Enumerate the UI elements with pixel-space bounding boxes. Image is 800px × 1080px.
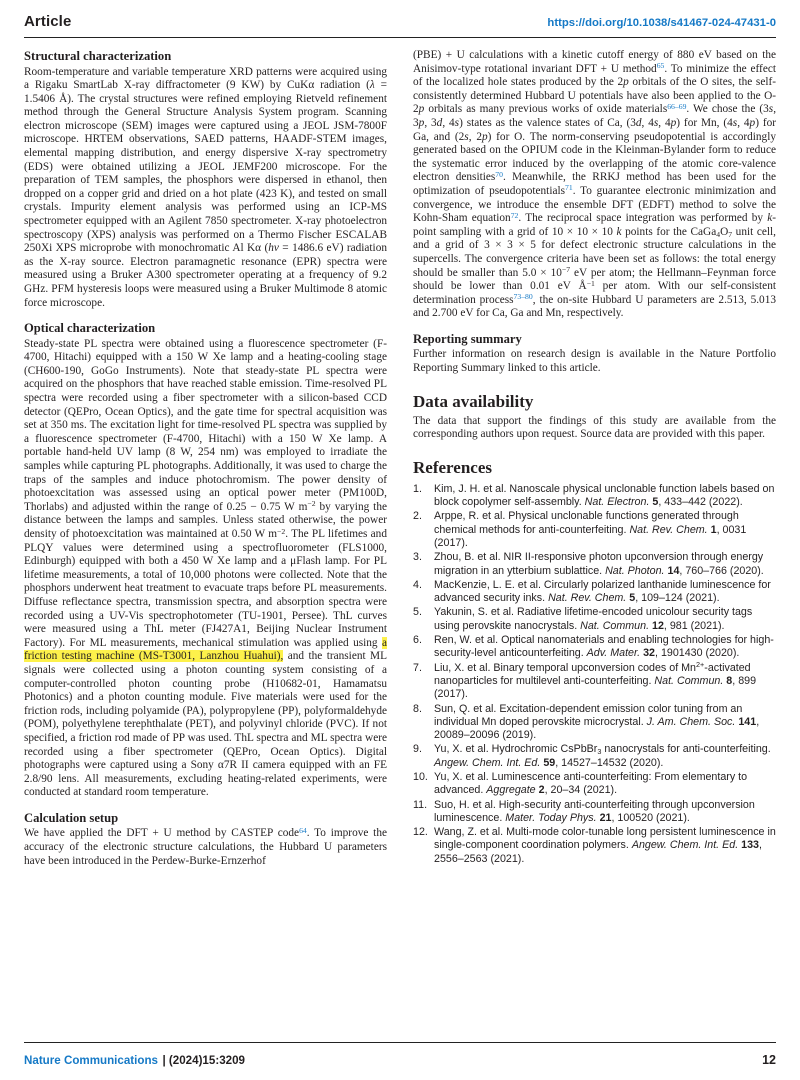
reference-text: MacKenzie, L. E. et al. Circularly polarized lanthanide luminescence for advanced security inks. Nat. Rev. Chem. 5, 109–124 (2021). (434, 578, 771, 605)
reference-item (413, 662, 776, 702)
reference-text: Kim, J. H. et al. Nanoscale physical unclonable function labels based on block copolymer self-assembly. Nat. Electron. 5, 433–442 (2022). (434, 482, 775, 509)
right-column (413, 49, 776, 1034)
reference-number: 4. (413, 578, 422, 591)
left-column (24, 49, 387, 1034)
reference-number: 5. (413, 606, 422, 619)
citation-superscript[interactable]: 70 (495, 169, 503, 179)
page-number: 12 (762, 1053, 776, 1067)
citation-superscript[interactable]: 73–80 (513, 292, 533, 302)
two-column-body (0, 38, 800, 1034)
reference-item (413, 743, 776, 770)
calculation-continuation-paragraph: (PBE) + U calculations with a kinetic cutoff energy of 880 eV based on the Anisimov-type rotational invariant DFT + U method$^{65}$. To minimize the effect of the localized hole states produced by the 2p orbitals of the O sites, the self-consistently determined Hubbard U potentials have also been applied to the O-2p orbitals as many previous works of oxide materials$^{66-69}$. We chose the (3s, 3p, 3d, 4s) states as the valence states of Ca, (3d, 4s, 4p) for Mn, (4s, 4p) for Ga, and (2s, 2p) for O. The norm-conserving pseudopotential is accordingly generated based on the OPIUM code in the Kleinman-Bylander form to reduce the systematic error induced by the overlapping of the atomic core-valence electron densities$^{70}$. Meanwhile, the RRKJ method has been used for the optimization of pseudopotentials$^{71}$. To guarantee electronic minimization and convergence, we introduce the ensemble DFT (EDFT) method to solve the Kohn-Sham equation$^{72}$. The reciprocal space integration was performed by k-point sampling with a grid of 10 × 10 × 10 k points for the CaGa4O7 unit cell, and a grid of 3 × 3 × 5 for defect electronic structure calculations in the supercells. The convergence criteria have been set as follows: the total energy should be smaller than $5.0 \times 10^{-7}$ eV per atom; the Hellmann–Feynman force should be lower than 0.01 eV $Å^{-1}$ per atom. With our self-consistent determination process$^{73-80}$, the on-site Hubbard U parameters are 2.513, 5.013 and 2.700 eV for Ca, Ga and Mn, respectively. (413, 49, 777, 320)
article-type-label: Article (24, 13, 72, 30)
citation-superscript[interactable]: 66–69 (667, 101, 687, 111)
reference-item (413, 579, 776, 606)
reference-item (413, 551, 776, 578)
journal-citation (24, 1051, 245, 1069)
reference-text: Suo, H. et al. High-security anti-counterfeiting through upconversion luminescence. Mater. Today Phys. 21, 100520 (2021). (434, 798, 755, 824)
reference-item (413, 799, 776, 826)
reference-number: 10. (413, 770, 428, 783)
reference-text: Zhou, B. et al. NIR II-responsive photon upconversion through energy migration in an ytterbium sublattice. Nat. Photon. 14, 760–766 (2020). (434, 551, 764, 577)
footer-rule (24, 1042, 776, 1043)
reference-item (413, 606, 776, 633)
issue-citation: | (2024)15:3209 (162, 1054, 245, 1067)
reporting-summary-paragraph: Further information on research design is available in the Nature Portfolio Reporting Summary linked to this article. (413, 348, 776, 374)
section-heading-references: References (413, 457, 492, 477)
citation-superscript[interactable]: 64 (299, 825, 307, 835)
reference-number: 12. (413, 826, 428, 839)
reference-text: Sun, Q. et al. Excitation-dependent emission color tuning from an individual Mn doped perovskite microcrystal. J. Am. Chem. Soc. 141, 20089–20096 (2019). (434, 702, 760, 742)
text-highlight: a friction testing machine (MS-T3001, Lanzhou Huahui), (24, 636, 387, 663)
structural-characterization-paragraph: Room-temperature and variable temperature XRD patterns were acquired using a Rigaku SmartLab X-ray diffractometer (9 KW) by CuKα radiation (λ = 1.5406 Å). The crystal structures were refined employing Rietveld refinement method through the General Structure Analysis System program. Scanning electron microscope (SEM) images were captured using a JEOL JSM-7800F microscope. HRTEM observations, SAED patterns, HAADF-STEM images, elemental mapping distribution, and energy dispersive X-ray spectrometry (EDS) were obtained utilizing a JEOL JEMF200 microscope. For the preparation of TEM samples, the phosphors were dispersed in ethanol, then dropped on a copper grid and dried on a hot plate (423 K), and tested on small crystals. Impurity element analysis was performed using an ICP-MS spectrometer equipped with an Agilent 7850 spectrometer. X-ray photoelectron spectroscopy (XPS) analysis was performed on a Thermo Fischer ESCALAB 250Xi XPS microprobe with monochromatic Al Kα (hν = 1486.6 eV) radiation as the X-ray source. Electron paramagnetic resonance (EPR) spectra were measured using a Bruker A300 spectrometer operating at a frequency of 9.2 GHz. PFM hysteresis loops were measured using a Bruker Multimode 8 atomic force microscope. (24, 65, 387, 309)
reference-number: 8. (413, 702, 422, 715)
reference-text: Arppe, R. et al. Physical unclonable functions generated through chemical methods for anti-counterfeiting. Nat. Rev. Chem. 1, 0031 (2017). (434, 510, 747, 549)
reference-text: Wang, Z. et al. Multi-mode color-tunable long persistent luminescence in single-component coordination polymers. Angew. Chem. Int. Ed. 133, 2556–2563 (2021). (434, 826, 776, 865)
reference-item (413, 483, 776, 510)
reference-item (413, 771, 776, 798)
reference-item (413, 826, 776, 866)
reference-number: 7. (413, 661, 422, 674)
reference-item (413, 703, 776, 743)
reference-text: Yakunin, S. et al. Radiative lifetime-encoded unicolour security tags using perovskite nanocrystals. Nat. Commun. 12, 981 (2021). (434, 606, 753, 632)
reference-number: 11. (413, 798, 428, 811)
section-heading-reporting-summary: Reporting summary (413, 331, 522, 346)
reference-item (413, 510, 776, 550)
page-footer (0, 1042, 800, 1080)
section-heading-data-availability: Data availability (413, 391, 534, 411)
reference-text: Yu, X. et al. Hydrochromic CsPbBr3 nanocrystals for anti-counterfeiting. Angew. Chem. Int. Ed. 59, 14527–14532 (2020). (434, 743, 771, 769)
calculation-setup-paragraph: We have applied the DFT + U method by CASTEP code$^{64}$. To improve the accuracy of the electronic structure calculations, the Hubbard U parameters have been introduced in the Perdew-Burke-Ernzerhof (24, 825, 387, 867)
reference-number: 6. (413, 634, 422, 647)
reference-text: Liu, X. et al. Binary temporal upconversion codes of $Mn^{2+}$-activated nanoparticles for multilevel anti-counterfeiting. Nat. Commun. 8, 899 (2017). (434, 660, 757, 701)
doi-link[interactable]: https://doi.org/10.1038/s41467-024-47431-0 (547, 17, 776, 29)
reference-number: 1. (413, 482, 422, 495)
citation-superscript[interactable]: 71 (565, 183, 573, 193)
section-heading-optical-characterization: Optical characterization (24, 321, 156, 336)
citation-superscript[interactable]: 65 (656, 61, 665, 71)
reference-number: 2. (413, 510, 422, 523)
journal-name[interactable]: Nature Communications (24, 1054, 158, 1067)
reference-list (413, 483, 776, 866)
reference-number: 3. (413, 551, 422, 564)
section-heading-structural-characterization: Structural characterization (24, 49, 172, 63)
reference-number: 9. (413, 743, 422, 756)
page-header (0, 0, 800, 37)
reference-text: Yu, X. et al. Luminescence anti-counterfeiting: From elementary to advanced. Aggregate 2, 20–34 (2021). (434, 770, 748, 797)
reference-item (413, 634, 776, 661)
reference-text: Ren, W. et al. Optical nanomaterials and enabling technologies for high-security-level anticounterfeiting. Adv. Mater. 32, 1901430 (2020). (434, 634, 774, 660)
citation-superscript[interactable]: 72 (510, 210, 519, 220)
optical-characterization-paragraph: Steady-state PL spectra were obtained using a fluorescence spectrometer (F-4700, Hitachi) equipped with a 150 W Xe lamp and a heating-cooling stage (CH600-190, GoGo Instruments). Note that steady-state PL spectra were acquired on the phosphors that have reached stable emission. Time-resolved PL spectra were recorded using a fiber spectrometer with a silicon-based CCD detector (QEPro, Ocean Optics), and the gate time for spectral acquisition was set at 350 ms. The excitation light for time-resolved PL spectra was supplied by a fluorescence spectrometer (F-4700, Hitachi) with a 150 W Xe lamp. A portable hand-held UV lamp (8 W, 254 nm) was employed to irradiate the samples while capturing PL photographs. Additionally, it was used to charge the traps of the samples and induce photochromism. The power density of photoexcitation was assessed using an optical power meter (PM100D, Thorlabs) and adjusted within the range of 0.25 − 0.75 W $m^{-2}$ by varying the distance between the lamps and samples. Unless stated otherwise, the power density of photoexcitation was maintained at 0.50 W $m^{-2}$. The PL lifetimes and PLQY values were determined using a spectrofluorometer (FLS1000, Edinburgh) equipped with both a 450 W Xe lamp and a μFlash lamp. For PL lifetime measurements, a total of 10,000 photons were collected. Note that the phosphors underwent heat treatment to evacuate traps before PL measurements. Diffuse reflectance spectra, transmission spectra, and absorption spectra were recorded using a UV-Vis spectrophotometer (TU-1901, Persee). ThL curves were measured using a ThL meter (FJ427A1, Beijing Nuclear Instrument Factory). For ML measurements, mechanical stimulation was applied using a friction testing machine (MS-T3001, Lanzhou Huahui), and the transient ML signals were collected using a photon counting system consisting of a computer-controlled photon counting probe (H10682-01, Hamamatsu Photonics) and a photon counting module. Five materials were used for the friction rods, including polyamide (PA), polypropylene (PP), polyformaldehyde (POM), polyethylene terephthalate (PET), and polyvinyl chloride (PVC). If not specified, a friction rod made of PP was used. ThL spectra and ML spectra were recorded using a fiber spectrometer (QEPro, Ocean Optics). Digital photographs were captured using a Sony α7R II camera equipped with an FE 2.8/90 lens. All measurements, excluding heating-related experiments, were conducted at standard room temperature. (24, 337, 387, 799)
section-heading-calculation-setup: Calculation setup (24, 810, 119, 825)
data-availability-paragraph: The data that support the findings of this study are available from the corresponding authors upon request. Source data are provided with this paper. (413, 414, 776, 441)
